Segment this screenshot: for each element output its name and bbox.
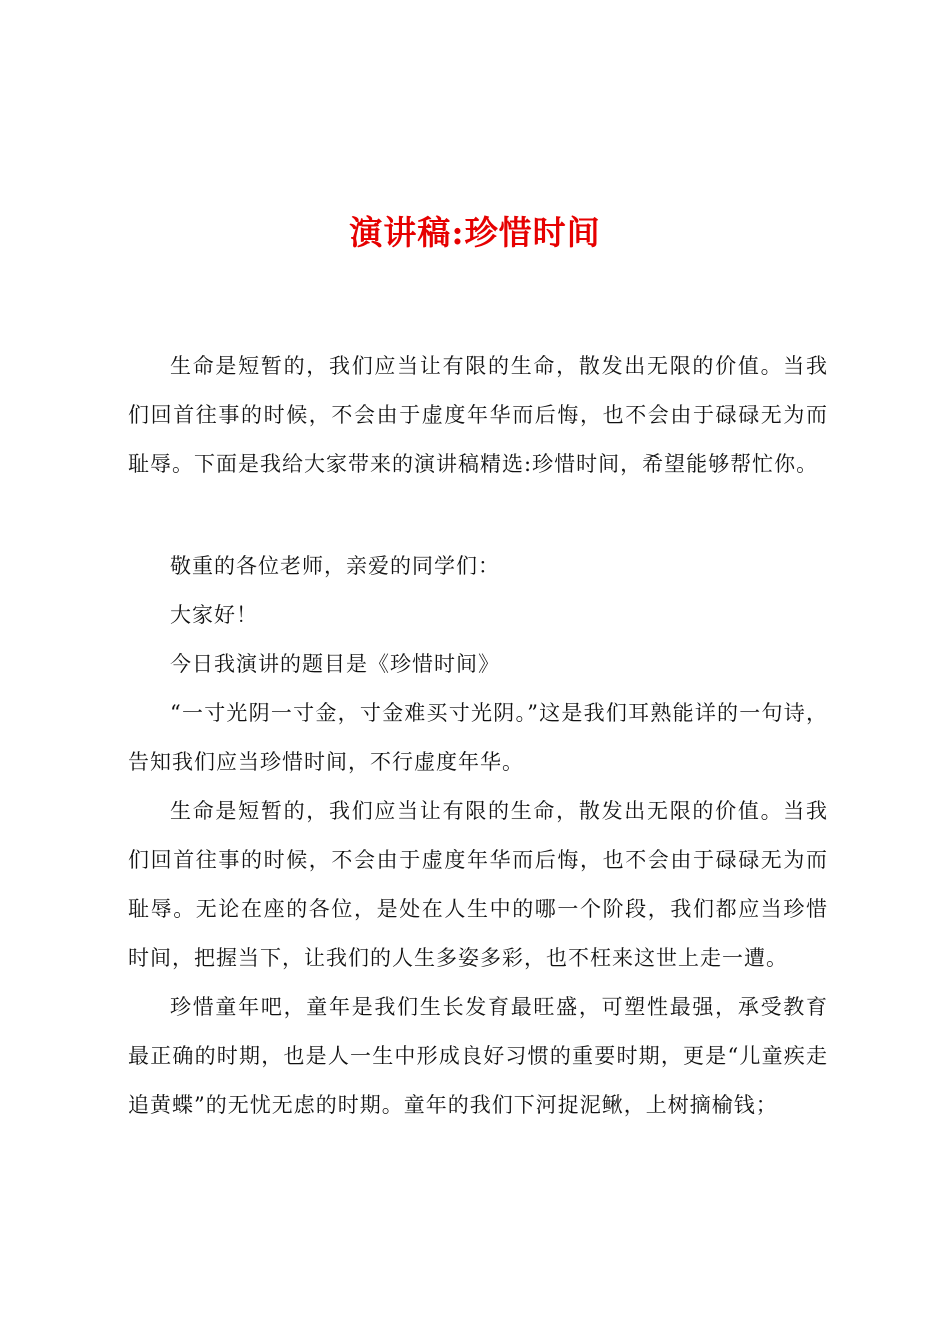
intro-paragraph: 生命是短暂的，我们应当让有限的生命，散发出无限的价值。当我们回首往事的时候，不会由于虚度年华而后悔，也不会由于碌碌无为而耻辱。下面是我给大家带来的演讲稿精选:珍惜时间，希望能够帮忙你。 xyxy=(128,354,828,476)
body-paragraph: 生命是短暂的，我们应当让有限的生命，散发出无限的价值。当我们回首往事的时候，不会由于虚度年华而后悔，也不会由于碌碌无为而耻辱。无论在座的各位，是处在人生中的哪一个阶段，我们都应当珍惜时间，把握当下，让我们的人生多姿多彩，也不枉来这世上走一遭。 xyxy=(128,799,828,970)
intro-section xyxy=(128,342,828,489)
speech-section xyxy=(128,542,828,1130)
topic-line: 今日我演讲的题目是《珍惜时间》 xyxy=(170,652,500,676)
hello-line: 大家好！ xyxy=(170,603,258,627)
body-paragraph: 珍惜童年吧，童年是我们生长发育最旺盛，可塑性最强，承受教育最正确的时期，也是人一生中形成良好习惯的重要时期，更是“儿童疾走追黄蝶”的无忧无虑的时期。童年的我们下河捉泥鳅，上树摘榆钱； xyxy=(128,995,828,1117)
greeting-line: 敬重的各位老师，亲爱的同学们： xyxy=(170,554,500,578)
document-title: 演讲稿:珍惜时间 xyxy=(349,213,601,252)
body-paragraph: “一寸光阴一寸金，寸金难买寸光阴。”这是我们耳熟能详的一句诗，告知我们应当珍惜时间，不行虚度年华。 xyxy=(128,701,828,774)
